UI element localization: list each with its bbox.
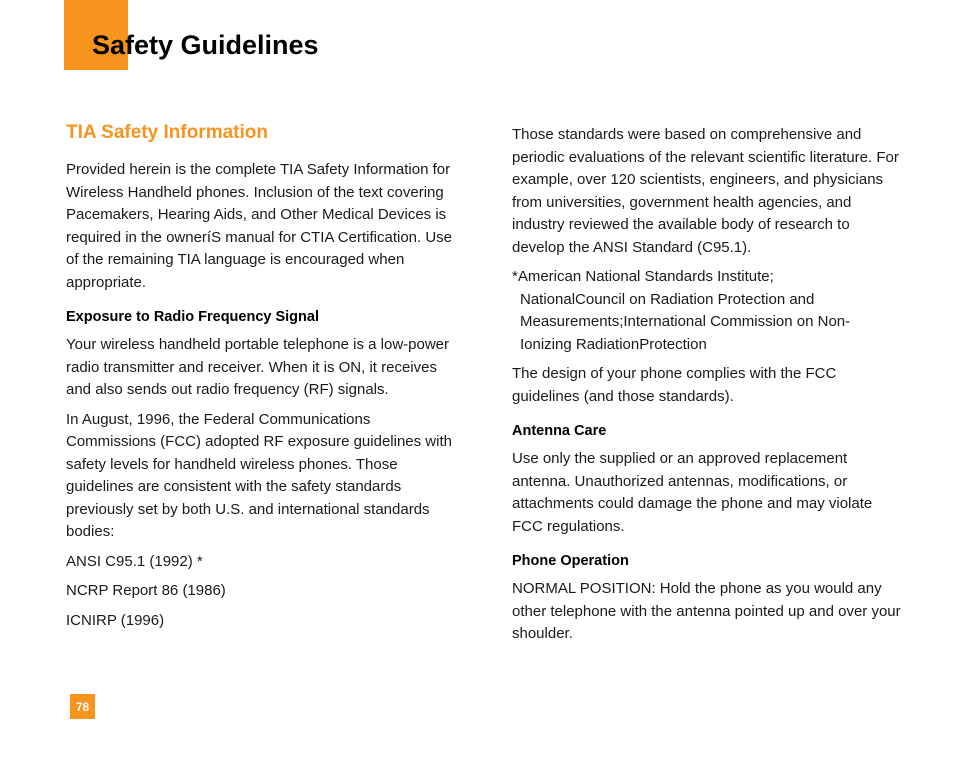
footnote-line: *American National Standards Institute; [512,268,774,285]
fcc-compliance-paragraph: The design of your phone complies with the FCC guidelines (and those standards). [512,365,837,405]
standard-item: ANSI C95.1 (1992) * [66,552,203,570]
subheading-antenna-care: Antenna Care [512,423,607,439]
subheading-rf-exposure: Exposure to Radio Frequency Signal [66,309,319,325]
page-title: Safety Guidelines [92,30,319,60]
rf-paragraph-2: In August, 1996, the Federal Communications Commissions (FCC) adopted RF exposure guidelines with safety levels for handheld wireless phones. Those guidelines are consistent with the safety standards previously set by both U.S. and international standards bodies: [66,410,452,540]
rf-paragraph-1: Your wireless handheld portable telephone is a low-power radio transmitter and receiver. When it is ON, it receives and also sends out radio frequency (RF) signals. [66,336,450,398]
standard-item: ICNIRP (1996) [66,611,165,629]
standards-footnote [512,266,904,356]
subheading-phone-operation: Phone Operation [512,553,629,569]
operation-paragraph: NORMAL POSITION: Hold the phone as you would any other telephone with the antenna pointed up and over your shoulder. [512,580,901,642]
footnote-line: Ionizing RadiationProtection [520,335,707,353]
intro-paragraph: Provided herein is the complete TIA Safety Information for Wireless Handheld phones. Inclusion of the text covering Pacemakers, Hearing Aids, and Other Medical Devices is required in the owneríS manual for CTIA Certification. Use of the remaining TIA language is encouraged when appropriate. [66,161,453,291]
section-heading-tia: TIA Safety Information [66,122,268,143]
antenna-paragraph: Use only the supplied or an approved replacement antenna. Unauthorized antennas, modifications, or attachments could damage the phone and may violate FCC regulations. [512,450,873,535]
right-column [512,124,904,653]
footnote-line: NationalCouncil on Radiation Protection and [520,290,815,308]
standard-item: NCRP Report 86 (1986) [66,582,226,599]
standards-basis-paragraph: Those standards were based on comprehensive and periodic evaluations of the relevant scientific literature. For example, over 120 scientists, engineers, and physicians from universities, government health agencies, and industry reviewed the available body of research to develop the ANSI Standard (C95.1). [512,126,899,256]
footnote-line: Measurements;International Commission on Non- [520,313,851,330]
page-number-badge: 78 [70,694,95,719]
left-column [66,120,464,639]
